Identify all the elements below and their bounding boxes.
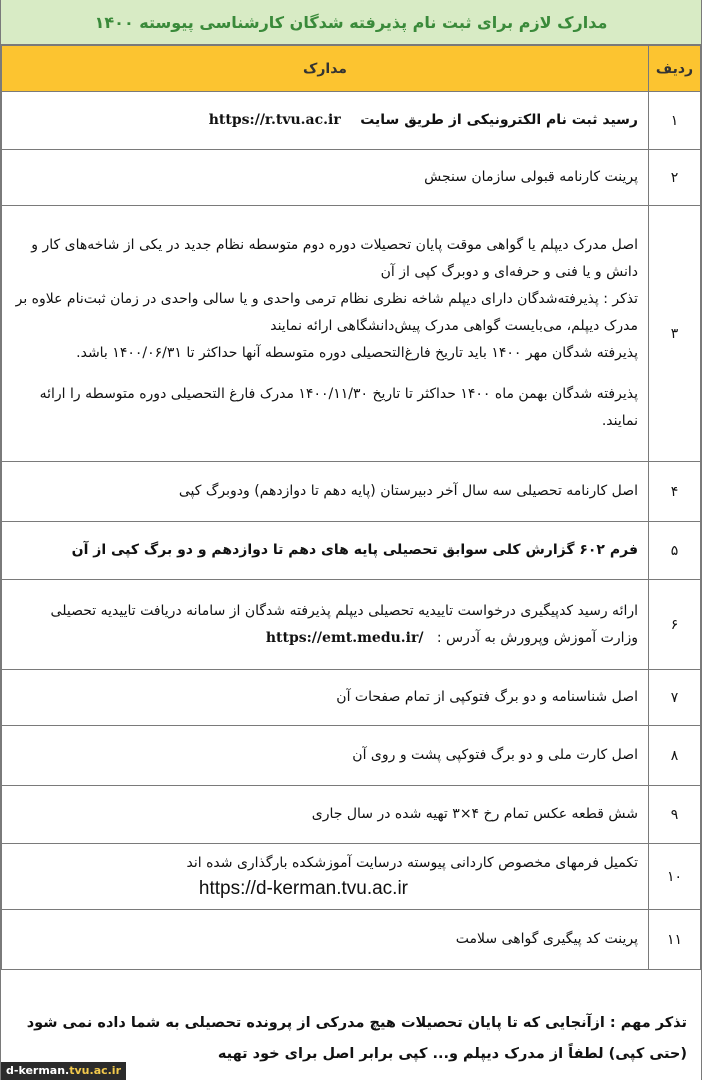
table-row [2, 726, 701, 786]
kerman-link[interactable]: https://d-kerman.tvu.ac.ir [198, 878, 408, 899]
table-row [2, 670, 701, 726]
row-number: ۷ [649, 670, 701, 726]
emt-link[interactable]: https://emt.medu.ir/ [265, 629, 424, 646]
page-title: مدارک لازم برای ثبت نام پذیرفته شدگان کارشناسی پیوسته ۱۴۰۰ [1, 0, 701, 45]
important-note: تذکر مهم : ازآنجایی که تا پایان تحصیلات هیچ مدرکی از پرونده تحصیلی به شما داده نمی شود (حتی کپی) لطفاً از مدرک دیپلم و... کپی برابر اصل برای خود تهیه [26, 1015, 687, 1062]
table-header-row [2, 46, 701, 92]
header-docs: مدارک [2, 46, 649, 92]
row-note: تذکر : پذیرفته‌شدگان دارای دیپلم شاخه نظری نظام ترمی واحدی و یا سالی واحدی در زمان ثبت‌نام علاوه بر مدرک دیپلم، می‌بایست گواهی مدرک پیش‌دانشگاهی ارائه نمایند [15, 291, 638, 334]
registration-link[interactable]: https://r.tvu.ac.ir [208, 112, 341, 128]
row-number: ۴ [649, 462, 701, 522]
row-number: ۱ [649, 92, 701, 150]
row-text: شش قطعه عکس تمام رخ ۴×۳ تهیه شده در سال جاری [2, 786, 649, 844]
table-row [2, 580, 701, 670]
row-number: ۳ [649, 206, 701, 462]
row-text: پرینت کارنامه قبولی سازمان سنجش [2, 150, 649, 206]
row-text: اصل کارنامه تحصیلی سه سال آخر دبیرستان (پایه دهم تا دوازدهم) ودوبرگ کپی [2, 462, 649, 522]
row-text: پذیرفته شدگان مهر ۱۴۰۰ باید تاریخ فارغ‌التحصیلی دوره متوسطه آنها حداکثر تا ۱۴۰۰/۰۶/۳۱ باشد. [76, 345, 638, 361]
row-text: اصل شناسنامه و دو برگ فتوکپی از تمام صفحات آن [2, 670, 649, 726]
row-text: پذیرفته شدگان بهمن ماه ۱۴۰۰ حداکثر تا تاریخ ۱۴۰۰/۱۱/۳۰ مدرک فارغ التحصیلی دوره متوسطه را ارائه نمایند. [39, 386, 638, 429]
table-row [2, 522, 701, 580]
row-text: فرم ۶۰۲ گزارش کلی سوابق تحصیلی پایه های دهم تا دوازدهم و دو برگ کپی از آن [2, 522, 649, 580]
row-number: ۸ [649, 726, 701, 786]
row-text: پرینت کد پیگیری گواهی سلامت [2, 910, 649, 970]
table-row [2, 462, 701, 522]
row-number: ۲ [649, 150, 701, 206]
documents-table [1, 45, 701, 970]
watermark: d-kerman.tvu.ac.ir [1, 1062, 126, 1080]
row-number: ۵ [649, 522, 701, 580]
row-text: رسید ثبت نام الکترونیکی از طریق سایت [360, 112, 638, 128]
row-number: ۱۱ [649, 910, 701, 970]
table-row [2, 206, 701, 462]
row-number: ۱۰ [649, 844, 701, 910]
row-text: اصل مدرک دیپلم یا گواهی موقت پایان تحصیلات دوره دوم متوسطه نظام جدید در یکی از شاخه‌های کار و دانش و یا فنی و حرفه‌ای و دوبرگ کپی از آن [31, 237, 638, 280]
row-number: ۶ [649, 580, 701, 670]
table-row [2, 150, 701, 206]
table-row [2, 910, 701, 970]
table-row [2, 786, 701, 844]
table-row [2, 92, 701, 150]
header-row-no: ردیف [649, 46, 701, 92]
row-text: ارائه رسید کدپیگیری درخواست تاییدیه تحصیلی دیپلم پذیرفته شدگان از سامانه دریافت تاییدیه تحصیلی وزارت آموزش وپرورش به آدرس : [50, 602, 638, 646]
row-text: اصل کارت ملی و دو برگ فتوکپی پشت و روی آن [2, 726, 649, 786]
row-text: تکمیل فرمهای مخصوص کاردانی پیوسته درسایت آموزشکده بارگذاری شده اند [186, 855, 638, 871]
row-number: ۹ [649, 786, 701, 844]
table-row [2, 844, 701, 910]
